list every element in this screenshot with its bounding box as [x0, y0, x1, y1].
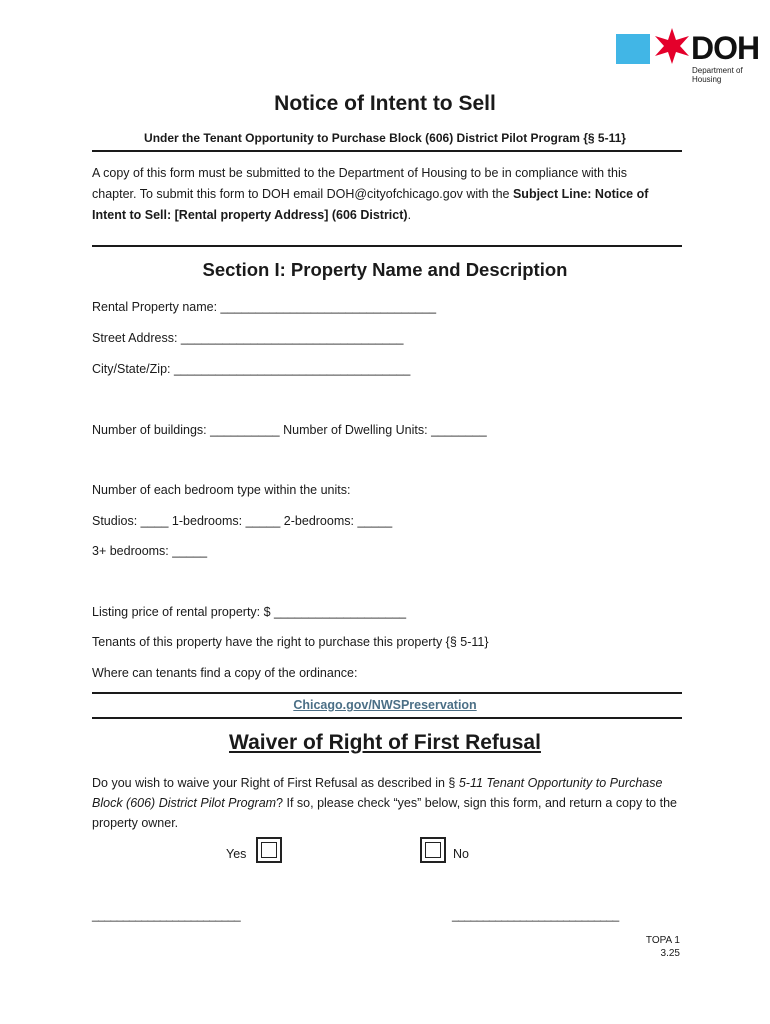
- intro-text-end: .: [407, 208, 412, 222]
- yes-label: Yes: [226, 847, 247, 861]
- yes-checkbox[interactable]: [256, 837, 282, 863]
- waiver-text-end: ? If so, please check “yes” below, sign this form, and return a copy to the property owner.: [92, 796, 677, 830]
- page-subtitle: Under the Tenant Opportunity to Purchase Block (606) District Pilot Program {§ 5-11}: [144, 131, 626, 145]
- buildings-units-field[interactable]: Number of buildings: __________ Number of Dwelling Units: ________: [92, 423, 487, 437]
- waiver-text: Do you wish to waive your Right of First Refusal as described in §: [92, 776, 459, 790]
- divider: [92, 150, 682, 152]
- bedroom-types-field[interactable]: Studios: ____ 1-bedrooms: _____ 2-bedrooms: _____: [92, 514, 393, 528]
- three-plus-bedrooms-field[interactable]: 3+ bedrooms: _____: [92, 544, 208, 558]
- divider: [92, 692, 682, 694]
- waiver-heading: Waiver of Right of First Refusal: [229, 731, 541, 754]
- form-code: [600, 934, 680, 960]
- ordinance-question-text: Where can tenants find a copy of the ordinance:: [92, 666, 358, 680]
- intro-subject-line: Subject Line: Notice of Intent to Sell: [Rental property Address] (606 District): [92, 187, 649, 222]
- tenants-right-text: Tenants of this property have the right to purchase this property {§ 5-11}: [92, 635, 489, 649]
- form-code-id: TOPA 1: [645, 935, 680, 946]
- street-address-field[interactable]: Street Address: ________________________________: [92, 331, 404, 345]
- logo-star-icon: [652, 26, 692, 66]
- ordinance-link[interactable]: Chicago.gov/NWSPreservation: [293, 698, 477, 712]
- divider: [92, 717, 682, 719]
- logo-text: DOH: [691, 30, 760, 66]
- no-label: No: [453, 847, 469, 861]
- logo-blue-square: [616, 34, 650, 64]
- logo-subtext: [692, 66, 752, 84]
- logo-subtext-line2: Housing: [692, 75, 722, 84]
- listing-price-field[interactable]: Listing price of rental property: $ ___________________: [92, 605, 407, 619]
- intro-paragraph: [92, 163, 672, 226]
- divider: [92, 245, 682, 247]
- rental-property-name-field[interactable]: Rental Property name: _______________________________: [92, 300, 437, 314]
- signature-line-right[interactable]: ___________________________: [452, 908, 619, 922]
- form-code-version: 3.25: [660, 948, 680, 959]
- page-title: Notice of Intent to Sell: [274, 92, 496, 115]
- waiver-program-name: 5-11 Tenant Opportunity to Purchase Block (606) District Pilot Program: [92, 776, 663, 810]
- intro-text: A copy of this form must be submitted to the Department of Housing to be in compliance with this chapter. To submit this form to DOH email DOH@cityofchicago.gov with the: [92, 166, 627, 201]
- section-heading: Section I: Property Name and Description: [202, 259, 568, 280]
- logo-subtext-line1: Department of: [692, 66, 743, 75]
- waiver-paragraph: [92, 773, 677, 833]
- no-checkbox[interactable]: [420, 837, 446, 863]
- bedroom-intro-text: Number of each bedroom type within the units:: [92, 483, 351, 497]
- city-state-zip-field[interactable]: City/State/Zip: __________________________________: [92, 362, 411, 376]
- signature-line-left[interactable]: ________________________: [92, 908, 241, 922]
